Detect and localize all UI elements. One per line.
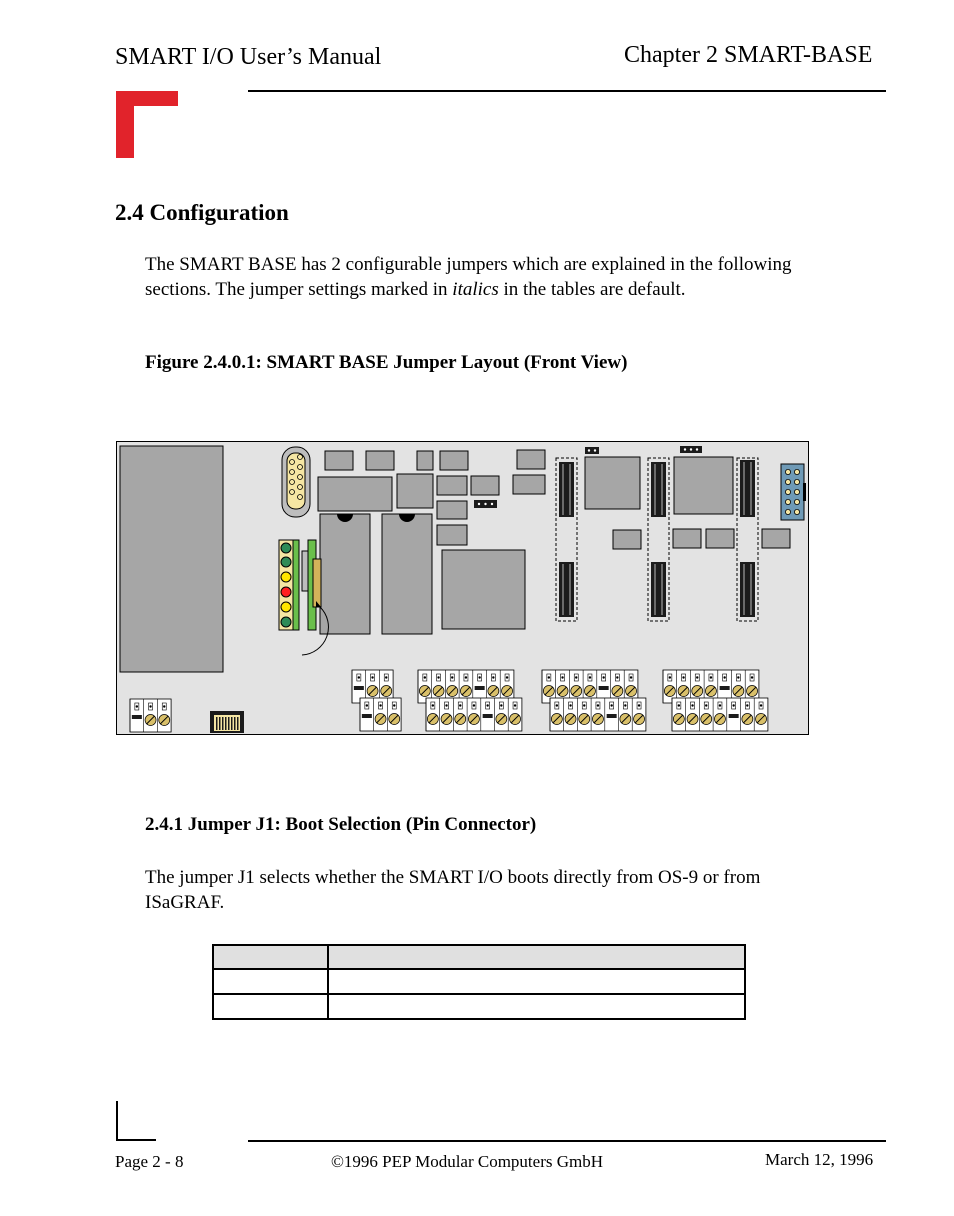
intro-text-before: The SMART BASE has 2 configurable jumpers which are explained in the following sections. The jumper settings marked in — [145, 254, 792, 300]
jumper-j1-table — [212, 944, 746, 1020]
table-header-row — [213, 945, 745, 969]
red-corner-mark-left — [116, 91, 134, 158]
smart-base-board-diagram — [116, 441, 809, 735]
square-ic-2 — [674, 457, 733, 514]
dip-ic-left — [320, 514, 370, 634]
section-title: 2.4 Configuration — [115, 200, 289, 225]
terminal-block — [360, 698, 401, 731]
footer-date: March 12, 1996 — [765, 1150, 874, 1169]
square-ic-1 — [585, 457, 640, 509]
db9-connector — [282, 447, 310, 517]
manual-title: SMART I/O User’s Manual — [115, 44, 382, 70]
figure-caption: Figure 2.4.0.1: SMART BASE Jumper Layout (Front View) — [145, 352, 628, 373]
cpu-module — [120, 446, 223, 672]
dip-ic-right — [382, 514, 432, 634]
page-number: Page 2 - 8 — [115, 1152, 184, 1171]
chapter-title: Chapter 2 SMART-BASE — [624, 42, 873, 68]
terminal-block — [130, 699, 171, 732]
copyright: ©1996 PEP Modular Computers GmbH — [331, 1152, 604, 1171]
terminal-block — [550, 698, 646, 731]
subsection-text: The jumper J1 selects whether the SMART I/O boots directly from OS-9 or from ISaGRAF. — [145, 867, 761, 913]
intro-text-after: in the tables are default. — [498, 278, 686, 300]
intro-paragraph — [145, 253, 825, 302]
large-square-ic — [442, 550, 525, 629]
intro-italic-word: italics — [452, 278, 499, 300]
blue-header-connector — [781, 464, 806, 520]
header-rule — [248, 90, 886, 92]
subsection-title: 2.4.1 Jumper J1: Boot Selection (Pin Connector) — [145, 814, 537, 835]
terminal-block — [672, 698, 768, 731]
terminal-block — [426, 698, 522, 731]
footer-corner-mark-horizontal — [116, 1139, 156, 1141]
network-connector — [210, 711, 244, 733]
footer-corner-mark-vertical — [116, 1101, 118, 1141]
footer-rule — [248, 1140, 886, 1142]
